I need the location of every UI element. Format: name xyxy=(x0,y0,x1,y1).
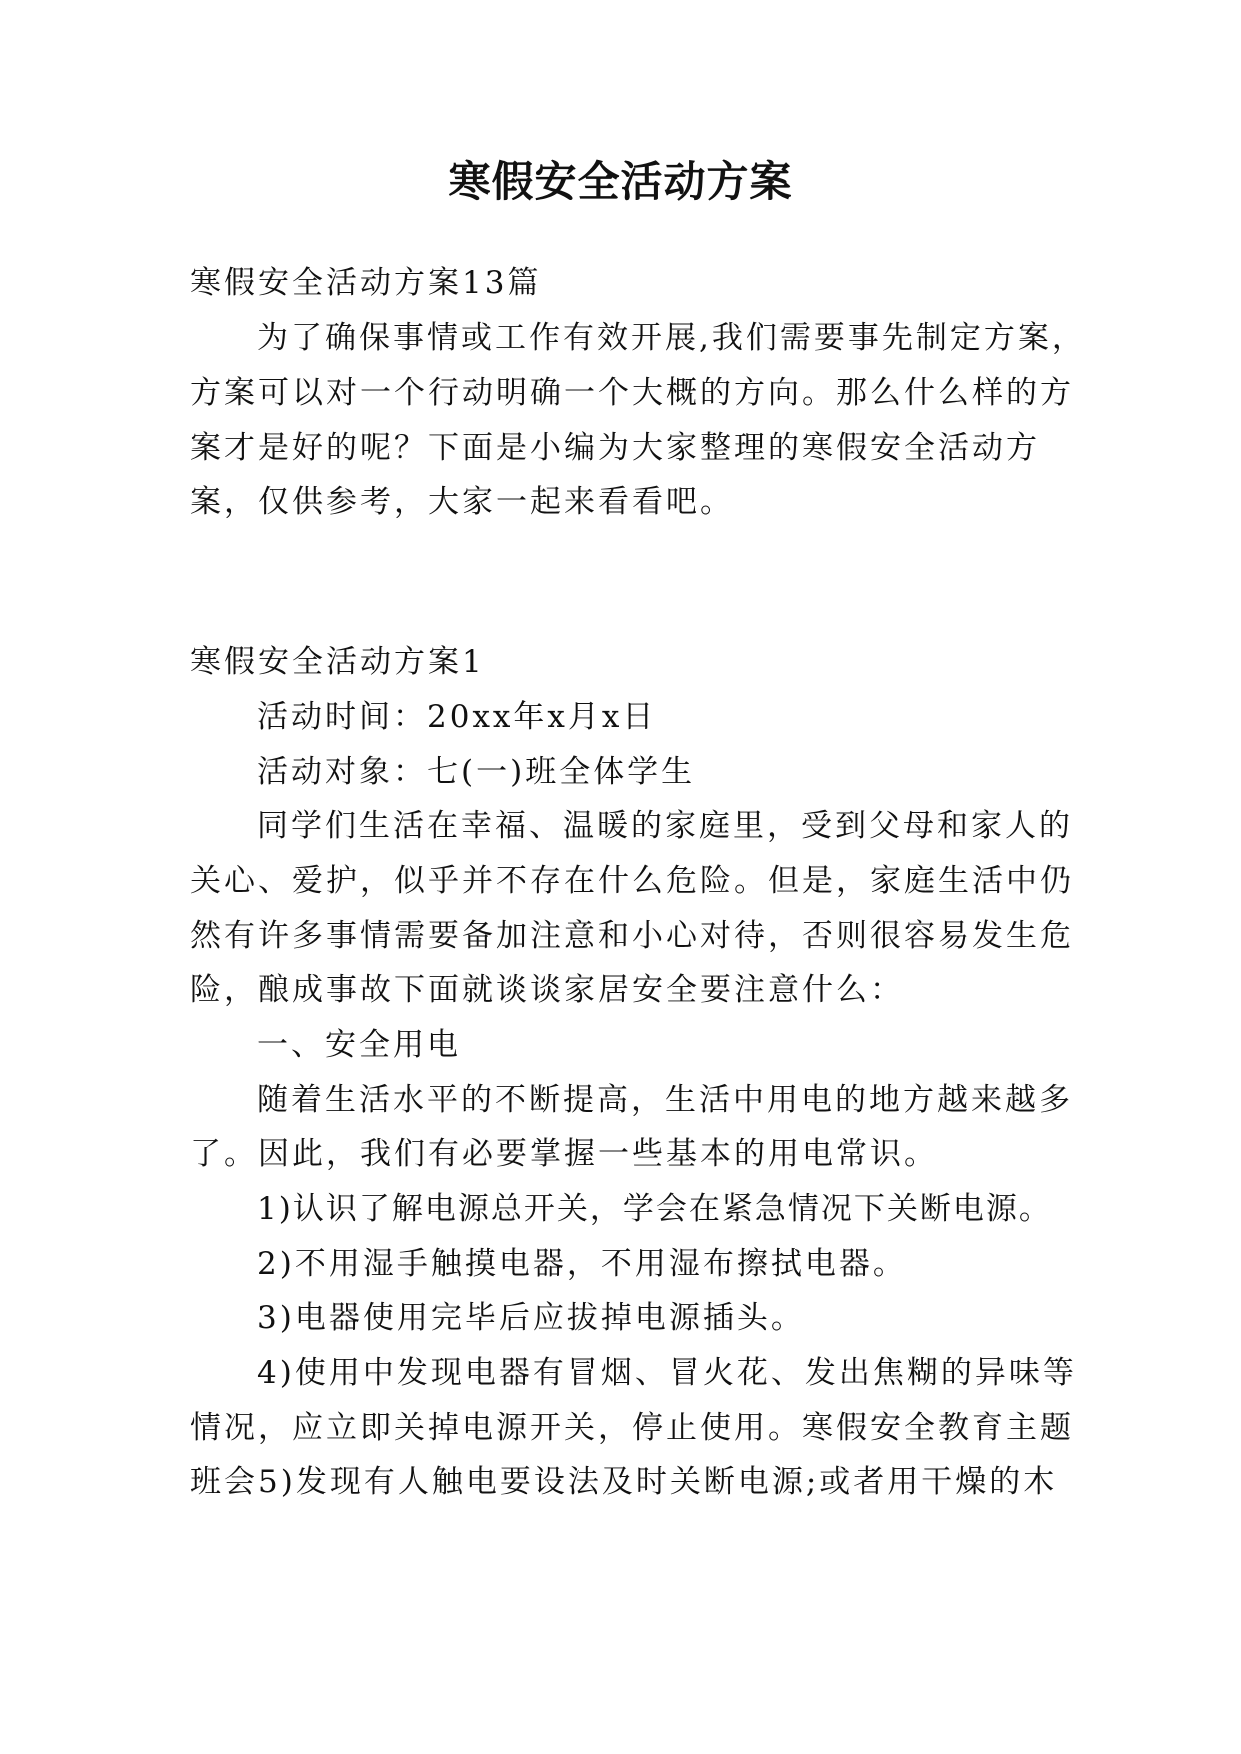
paragraph-line: 然有许多事情需要备加注意和小心对待，否则很容易发生危 xyxy=(190,918,1074,954)
list-item: 3)电器使用完毕后应拔掉电源插头。 xyxy=(257,1300,805,1336)
paragraph-line: 为了确保事情或工作有效开展,我们需要事先制定方案， xyxy=(257,320,1086,356)
paragraph-line: 方案可以对一个行动明确一个大概的方向。那么什么样的方 xyxy=(190,375,1074,411)
paragraph-line: 了。因此，我们有必要掌握一些基本的用电常识。 xyxy=(190,1136,938,1172)
list-item: 1)认识了解电源总开关，学会在紧急情况下关断电源。 xyxy=(257,1191,1052,1227)
paragraph-line: 活动时间：20xx年x月x日 xyxy=(257,699,657,735)
subheading-line: 一、安全用电 xyxy=(257,1027,461,1063)
list-item: 4)使用中发现电器有冒烟、冒火花、发出焦糊的异味等 xyxy=(257,1355,1077,1391)
paragraph-line: 案才是好的呢？下面是小编为大家整理的寒假安全活动方 xyxy=(190,430,1040,466)
section-heading: 寒假安全活动方案1 xyxy=(190,644,485,680)
paragraph-line: 同学们生活在幸福、温暖的家庭里，受到父母和家人的 xyxy=(257,808,1073,844)
subtitle-line: 寒假安全活动方案13篇 xyxy=(190,265,542,301)
paragraph-line: 关心、爱护，似乎并不存在什么危险。但是，家庭生活中仍 xyxy=(190,863,1074,899)
paragraph-line: 随着生活水平的不断提高，生活中用电的地方越来越多 xyxy=(257,1082,1073,1118)
paragraph-line: 险，酿成事故下面就谈谈家居安全要注意什么： xyxy=(190,972,904,1008)
paragraph-line: 案，仅供参考，大家一起来看看吧。 xyxy=(190,484,734,520)
list-item: 2)不用湿手触摸电器，不用湿布擦拭电器。 xyxy=(257,1246,907,1282)
paragraph-line: 情况，应立即关掉电源开关，停止使用。寒假安全教育主题 xyxy=(190,1410,1074,1446)
document-title: 寒假安全活动方案 xyxy=(448,157,793,206)
paragraph-line: 活动对象：七(一)班全体学生 xyxy=(257,754,696,790)
paragraph-line: 班会5)发现有人触电要设法及时关断电源;或者用干燥的木 xyxy=(190,1464,1058,1500)
